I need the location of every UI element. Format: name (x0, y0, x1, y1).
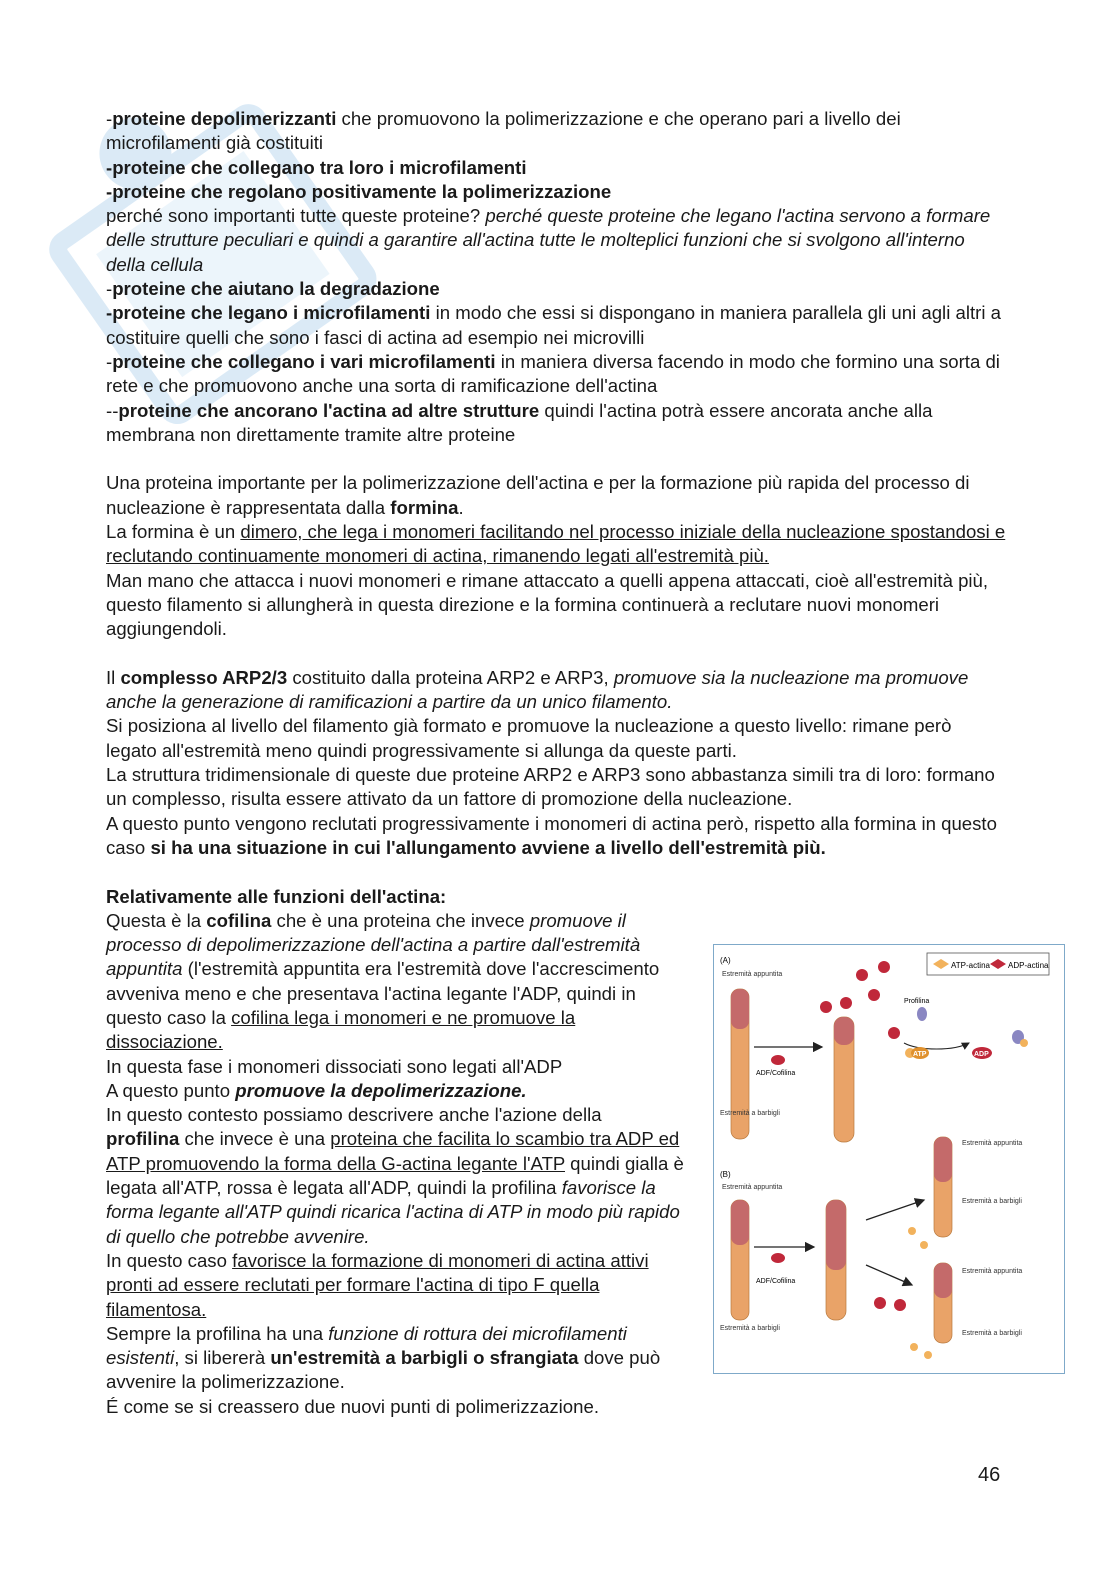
item-bundling: -proteine che legano i microfilamenti in modo che essi si dispongano in maniera parallela gli uni agli altri a costituire quelli che sono i fasci di actina ad esempio nei microvilli (106, 302, 1001, 348)
arp-paragraph-1: Il complesso ARP2/3 costituito dalla proteina ARP2 e ARP3, promuove sia la nucleazione ma promuove anche la generazione di ramificazioni a partire da un unico filamento. (106, 666, 969, 713)
filament-a2 (834, 1017, 854, 1142)
severing-paragraph: Sempre la profilina ha una funzione di rottura dei microfilamenti esistenti, si libererà un'estremità a barbigli o sfrangiata dove può avvenire la polimerizzazione. (106, 1322, 661, 1393)
cofilin-paragraph: Questa è la cofilina che è una proteina che invece promuove il processo di depolimerizzazione dell'actina a partire dall'estremità appuntita (l'estremità appuntita era l'estremità dove l'accrescimento avveniva meno e che presentava l'actina legante l'ADP, quindi in questo caso la cofilina lega i monomeri e ne promuove la dissociazione. (106, 909, 660, 1053)
arp-paragraph-2: Si posiziona al livello del filamento già formato e promuove la nucleazione a questo livello: rimane però legato all'estremità meno quindi progressivamente si allunga da queste parti. (106, 715, 952, 761)
panel-a-label: (A) (720, 956, 731, 965)
page-number: 46 (978, 1464, 1001, 1486)
functions-heading: Relativamente alle funzioni dell'actina: (106, 885, 447, 907)
profilin-icon (917, 1007, 927, 1021)
pointed-end-label-b2: Estremità appuntita (962, 1140, 1023, 1147)
pointed-end-label-b3: Estremità appuntita (962, 1268, 1023, 1275)
formin-paragraph-1: Una proteina importante per la polimerizzazione dell'actina e per la formazione più rapida del processo di nucleazione è rappresentata dalla formina. (106, 472, 970, 518)
formin-paragraph-3: Man mano che attacca i nuovi monomeri e rimane attaccato a quelli appena attaccati, cioè all'estremità più, questo filamento si allungherà in questa direzione e la formina continuerà a reclutare nuovi monomeri aggiungendoli. (106, 569, 989, 640)
panel-b-label: (B) (720, 1170, 731, 1179)
arp-paragraph-3: La struttura tridimensionale di queste due proteine ARP2 e ARP3 sono abbastanza simili tra di loro: formano un complesso, risulta essere attivato da un fattore di promozione della nucleazione. (106, 764, 995, 810)
pointed-end-label-b: Estremità appuntita (722, 1184, 783, 1191)
item-network: -proteine che collegano i vari microfilamenti in maniera diversa facendo in modo che formino una sorta di rete e che promuovono anche una sorta di ramificazione dell'actina (106, 350, 1000, 397)
active-monomers-paragraph: In questo caso favorisce la formazione di monomeri di actina attivi pronti ad essere reclutati per formare l'actina di tipo F quella filamentosa. (106, 1249, 649, 1320)
functions-column (106, 909, 684, 1419)
arp-paragraph-4: A questo punto vengono reclutati progressivamente i monomeri di actina però, rispetto alla formina in questo caso si ha una situazione in cui l'allungamento avviene a livello dell'estremità più. (106, 812, 997, 858)
legend-atp-label: ATP-actina (951, 961, 990, 970)
filament-b1 (731, 1200, 749, 1320)
dissociated-adp-line: In questa fase i monomeri dissociati sono legati all'ADP (106, 1055, 563, 1077)
adf-cofilin-label-b: ADF/Cofilina (756, 1278, 796, 1285)
legend-adp-label: ADP-actina (1008, 961, 1049, 970)
barbed-end-label-b3: Estremità a barbigli (962, 1330, 1022, 1337)
formin-paragraph-2: La formina è un dimero, che lega i monomeri facilitando nel processo iniziale della nucleazione spostandosi e reclutando continuamente monomeri di actina, rimanendo legati all'estremità più. (106, 521, 1006, 567)
cofilin-icon-b (771, 1253, 785, 1263)
item-regulating: -proteine che regolano positivamente la polimerizzazione (106, 180, 612, 202)
barbed-end-label-b2: Estremità a barbigli (962, 1198, 1022, 1205)
actin-dynamics-figure (713, 944, 1065, 1374)
item-depolymerizing: -proteine depolimerizzanti che promuovono la polimerizzazione e che operano pari a livello dei microfilamenti già costituiti (106, 108, 901, 154)
item-linking: -proteine che collegano tra loro i microfilamenti (106, 156, 527, 178)
barbed-end-label-a: Estremità a barbigli (720, 1110, 780, 1117)
item-anchoring: --proteine che ancorano l'actina ad altre strutture quindi l'actina potrà essere ancorata anche alla membrana non direttamente tramite altre proteine (106, 399, 933, 445)
svg-text:ADP: ADP (974, 1051, 989, 1058)
svg-text:ATP: ATP (913, 1051, 927, 1058)
cofilin-icon-a (771, 1055, 785, 1065)
pointed-end-label-a: Estremità appuntita (722, 971, 783, 978)
item-degradation: -proteine che aiutano la degradazione (106, 278, 440, 300)
depolymerization-line: A questo punto promuove la depolimerizzazione. (106, 1079, 527, 1101)
profilin-label: Profilina (904, 998, 930, 1005)
question-paragraph: perché sono importanti tutte queste proteine? perché queste proteine che legano l'actina servono a formare delle strutture peculiari e quindi a garantire all'actina tutte le molteplici funzioni che si svolgono all'interno della cellula (106, 205, 991, 275)
context-line: In questo contesto possiamo descrivere anche l'azione della (106, 1104, 602, 1126)
barbed-end-label-b: Estremità a barbigli (720, 1325, 780, 1332)
filament-b2 (826, 1200, 846, 1320)
profilin-paragraph: profilina che invece è una proteina che facilita lo scambio tra ADP ed ATP promuovendo la forma della G-actina legante l'ATP quindi gialla è legata all'ATP, rossa è legata all'ADP, quindi la profilina favorisce la forma legante all'ATP quindi ricarica l'actina di ATP in modo più rapido di quello che potrebbe avvenire. (106, 1128, 684, 1247)
filament-b3 (934, 1137, 952, 1237)
adf-cofilin-label-a: ADF/Cofilina (756, 1070, 796, 1077)
filament-b4 (934, 1263, 952, 1343)
closing-line: É come se si creassero due nuovi punti di polimerizzazione. (106, 1395, 599, 1417)
